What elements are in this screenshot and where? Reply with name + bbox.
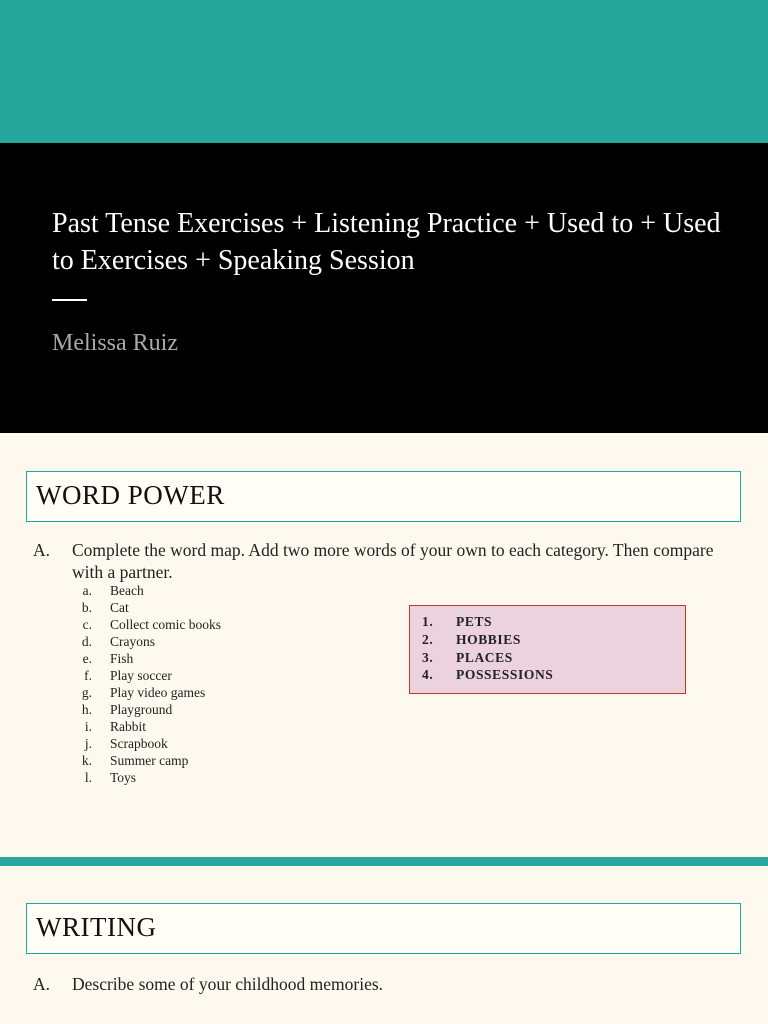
category-hobbies: 2. HOBBIES xyxy=(422,632,521,647)
instruction-marker: A. xyxy=(33,540,51,560)
list-item: j. Scrapbook xyxy=(84,736,168,751)
title-rule xyxy=(52,299,87,301)
slide-divider xyxy=(0,857,768,866)
word-list xyxy=(60,582,310,786)
writing-instruction xyxy=(33,973,733,997)
instruction-text: Complete the word map. Add two more words of your own to each category. Then compare with a partner. xyxy=(72,540,714,582)
instruction-marker: A. xyxy=(33,974,51,994)
writing-heading-box xyxy=(26,903,741,954)
list-item: a. Beach xyxy=(82,583,144,598)
teal-banner xyxy=(0,0,768,143)
list-item: b. Cat xyxy=(81,600,129,615)
list-item: h. Playground xyxy=(81,702,173,717)
presentation-title: Past Tense Exercises + Listening Practice + Used to + Used to Exercises + Speaking Session xyxy=(52,208,721,276)
title-slide xyxy=(0,143,768,433)
list-item: c. Collect comic books xyxy=(82,617,221,632)
word-power-slide xyxy=(0,433,768,857)
category-possessions: 4. POSSESSIONS xyxy=(422,667,554,682)
list-item: i. Rabbit xyxy=(84,719,146,734)
writing-slide xyxy=(0,866,768,1024)
category-pets: 1. PETS xyxy=(422,614,493,629)
list-item: d. Crayons xyxy=(81,634,155,649)
word-power-heading: WORD POWER xyxy=(36,480,225,510)
list-item: l. Toys xyxy=(84,770,137,785)
word-power-instruction xyxy=(33,539,733,583)
list-item: f. Play soccer xyxy=(84,668,172,683)
list-item: k. Summer camp xyxy=(81,753,189,768)
author-name: Melissa Ruiz xyxy=(52,330,178,356)
list-item: e. Fish xyxy=(82,651,134,666)
writing-heading: WRITING xyxy=(36,912,157,942)
category-places: 3. PLACES xyxy=(422,650,513,665)
list-item: g. Play video games xyxy=(81,685,206,700)
instruction-text: Describe some of your childhood memories. xyxy=(72,974,384,994)
word-power-heading-box xyxy=(26,471,741,522)
category-box xyxy=(409,605,686,694)
